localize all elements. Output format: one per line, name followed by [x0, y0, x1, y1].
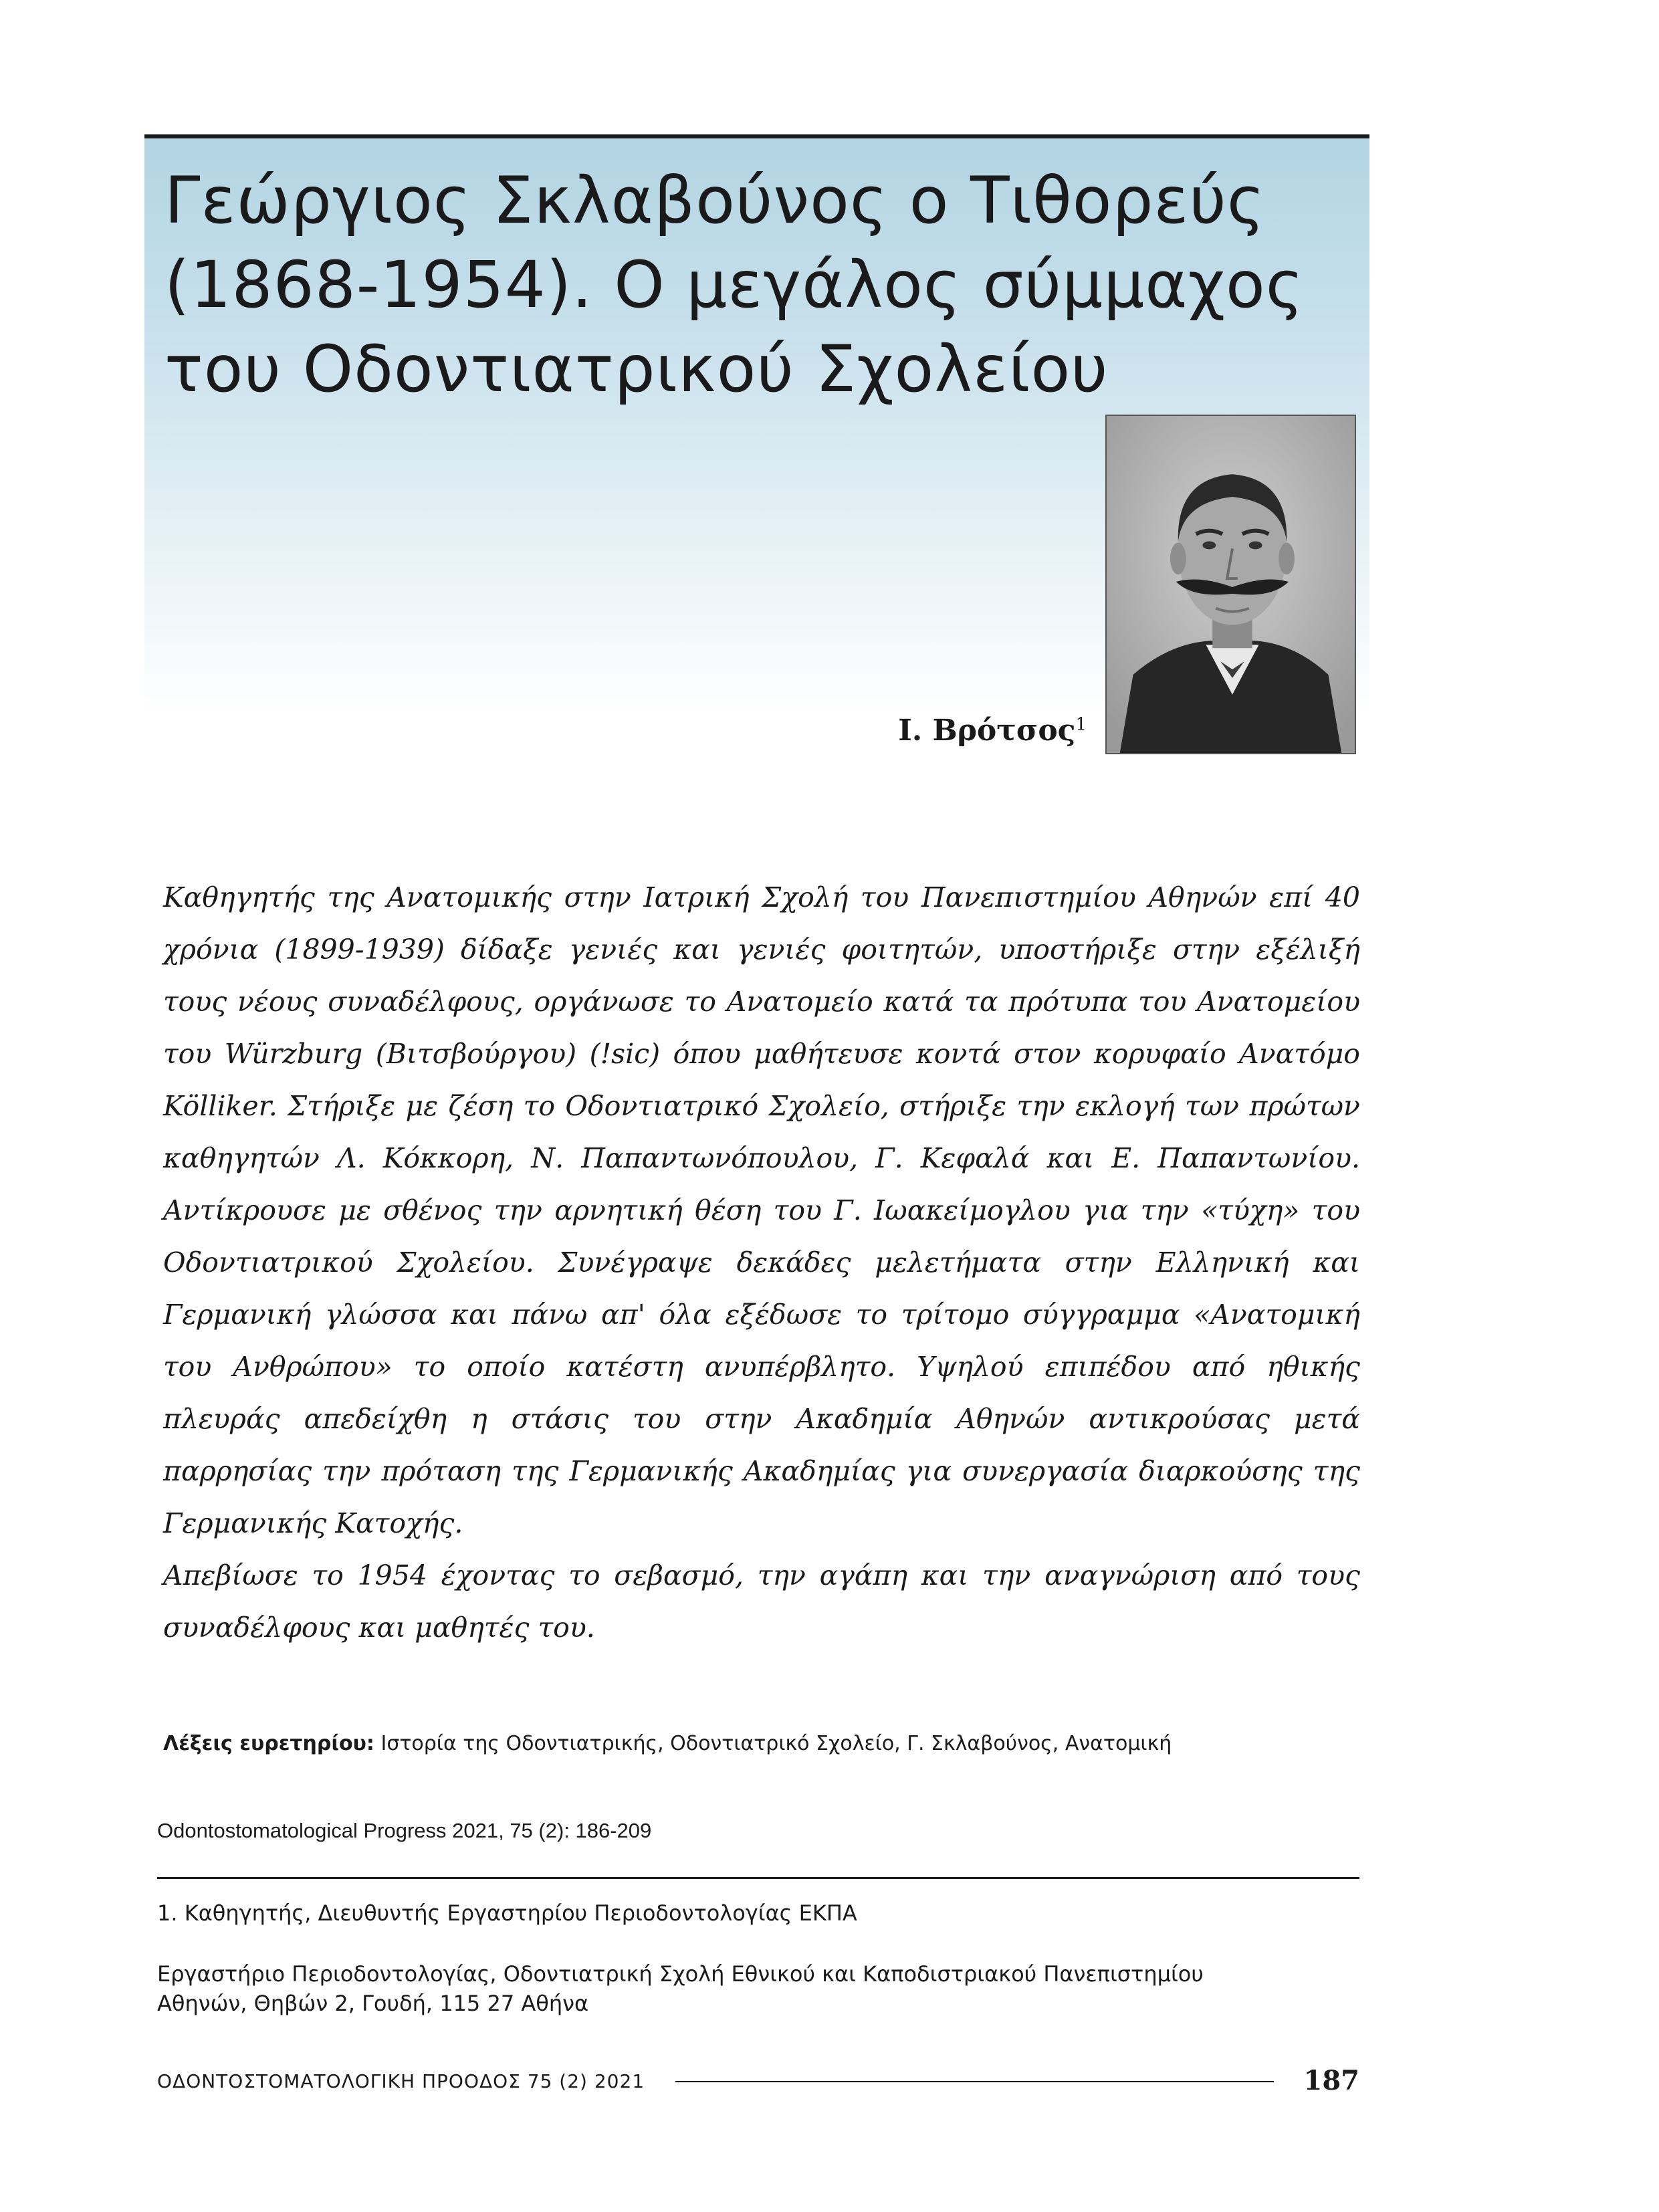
- article-title: [164, 158, 1328, 411]
- journal-name: ΟΔΟΝΤΟΣΤΟΜΑΤΟΛΟΓΙΚΗ ΠΡΟΟΔΟΣ 75 (2) 2021: [157, 2070, 645, 2092]
- address-line: Εργαστήριο Περιοδοντολογίας, Οδοντιατρική Σχολή Εθνικού και Καποδιστριακού Πανεπιστημίου: [157, 1961, 1204, 1987]
- citation: Odontostomatological Progress 2021, 75 (2): 186-209: [157, 1819, 652, 1842]
- correspondence-address: [157, 1959, 1361, 2018]
- address-line: Αθηνών, Θηβών 2, Γουδή, 115 27 Αθήνα: [157, 1991, 589, 2016]
- author-name: Ι. Βρότσος$^1$: [898, 713, 1087, 748]
- footnote-divider: [157, 1877, 1359, 1879]
- title-line: Γεώργιος Σκλαβούνος ο Τιθορεύς: [164, 163, 1266, 238]
- keywords-list: Ιστορία της Οδοντιατρικής, Οδοντιατρικό Σχολείο, Γ. Σκλαβούνος, Ανατομική: [374, 1732, 1172, 1755]
- abstract-paragraph: Απεβίωσε το 1954 έχοντας το σεβασμό, την αγάπη και την αναγνώριση από τους συναδέλφους και μαθητές του.: [163, 1559, 1360, 1644]
- portrait-illustration: [1107, 416, 1355, 753]
- abstract-paragraph: Καθηγητής της Ανατομικής στην Ιατρική Σχολή του Πανεπιστημίου Αθηνών επί 40 χρόνια (1899-1939) δίδαξε γενιές και γενιές φοιτητών, υποστήριξε στην εξέλιξή τους νέους συναδέλφους, οργάνωσε το Ανατομείο κατά τα πρότυπα του Ανατομείου του Würzburg (Βιτσβούργου) (!sic) όπου μαθήτευσε κοντά στον κορυφαίο Ανατόμο Kölliker. Στήριξε με ζέση το Οδοντιατρικό Σχολείο, στήριξε την εκλογή των πρώτων καθηγητών Λ. Κόκκορη, Ν. Παπαντωνόπουλου, Γ. Κεφαλά και Ε. Παπαντωνίου. Αντίκρουσε με σθένος την αρνητική θέση του Γ. Ιωακείμογλου για την «τύχη» του Οδοντιατρικού Σχολείου. Συνέγραψε δεκάδες μελετήματα στην Ελληνική και Γερμανική γλώσσα και πάνω απ' όλα εξέδωσε το τρίτομο σύγγραμμα «Ανατομική του Ανθρώπου» το οποίο κατέστη ανυπέρβλητο. Υψηλού επιπέδου από ηθικής πλευράς απεδείχθη η στάσις του στην Ακαδημία Αθηνών αντικρούσας μετά παρρησίας την πρόταση της Γερμανικής Ακαδημίας για συνεργασία διαρκούσης της Γερμανικής Κατοχής.: [163, 881, 1360, 1539]
- keywords: [163, 1732, 1367, 1755]
- author-portrait-photo: [1105, 415, 1356, 754]
- page-number: 187: [1303, 2065, 1359, 2096]
- abstract: [163, 871, 1360, 1654]
- footer-divider: [675, 2081, 1274, 2082]
- footnote: 1. Καθηγητής, Διευθυντής Εργαστηρίου Περιοδοντολογίας ΕΚΠΑ: [157, 1900, 857, 1926]
- title-line: του Οδοντιατρικού Σχολείου: [164, 332, 1109, 407]
- running-footer: [157, 2065, 1359, 2098]
- affiliation-marker: 1: [1075, 714, 1087, 735]
- keywords-label: Λέξεις ευρετηρίου:: [163, 1732, 374, 1755]
- title-line: (1868-1954). Ο μεγάλος σύμμαχος: [164, 247, 1305, 322]
